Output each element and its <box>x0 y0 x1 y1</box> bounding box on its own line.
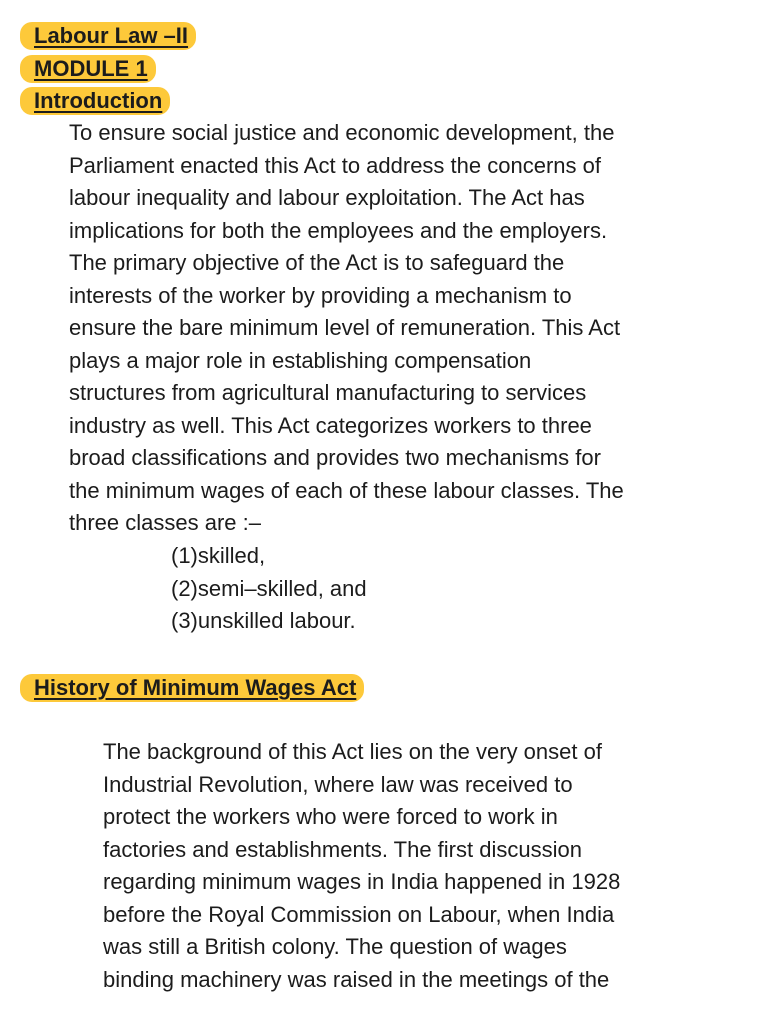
paragraph-line: The primary objective of the Act is to safeguard the <box>69 250 565 275</box>
paragraph-line: plays a major role in establishing compensation <box>69 347 532 373</box>
paragraph-line: regarding minimum wages in India happened in 1928 <box>103 869 621 894</box>
history-paragraph <box>103 736 620 996</box>
history-heading <box>20 674 364 702</box>
paragraph-line: factories and establishments. The first discussion <box>103 836 582 862</box>
course-title-text: Labour Law –II <box>34 23 189 48</box>
introduction-heading-text: Introduction <box>34 88 163 113</box>
paragraph-line: interests of the worker by providing a mechanism to <box>69 282 572 308</box>
paragraph-line: before the Royal Commission on Labour, when India <box>103 901 615 927</box>
paragraph-line: structures from agricultural manufacturing to services <box>69 380 587 405</box>
history-heading-text: History of Minimum Wages Act <box>34 675 357 700</box>
introduction-paragraph <box>69 117 624 540</box>
paragraph-line: labour inequality and labour exploitation. The Act has <box>69 185 585 210</box>
paragraph-line: To ensure social justice and economic development, the <box>69 120 615 145</box>
paragraph-line: The background of this Act lies on the very onset of <box>103 739 602 764</box>
list-item: (2)semi–skilled, and <box>171 575 367 601</box>
paragraph-line: Industrial Revolution, where law was received to <box>103 771 573 797</box>
paragraph-line: was still a British colony. The question of wages <box>103 934 567 959</box>
list-item: (1)skilled, <box>171 543 266 568</box>
paragraph-line: binding machinery was raised in the meetings of the <box>103 966 610 992</box>
paragraph-line: the minimum wages of each of these labour classes. The <box>69 477 624 503</box>
module-heading-text: MODULE 1 <box>34 56 148 81</box>
module-heading <box>20 55 156 83</box>
course-title-heading <box>20 22 196 50</box>
paragraph-line: ensure the bare minimum level of remuneration. This Act <box>69 315 621 340</box>
paragraph-line: industry as well. This Act categorizes workers to three <box>69 412 592 438</box>
labour-classes-list <box>171 540 367 638</box>
list-item: (3)unskilled labour. <box>171 608 356 633</box>
paragraph-line: broad classifications and provides two mechanisms for <box>69 445 601 470</box>
paragraph-line: Parliament enacted this Act to address the concerns of <box>69 152 601 178</box>
paragraph-line: implications for both the employees and the employers. <box>69 217 608 243</box>
introduction-heading <box>20 87 170 115</box>
paragraph-line: three classes are :– <box>69 510 261 535</box>
paragraph-line: protect the workers who were forced to work in <box>103 804 558 829</box>
